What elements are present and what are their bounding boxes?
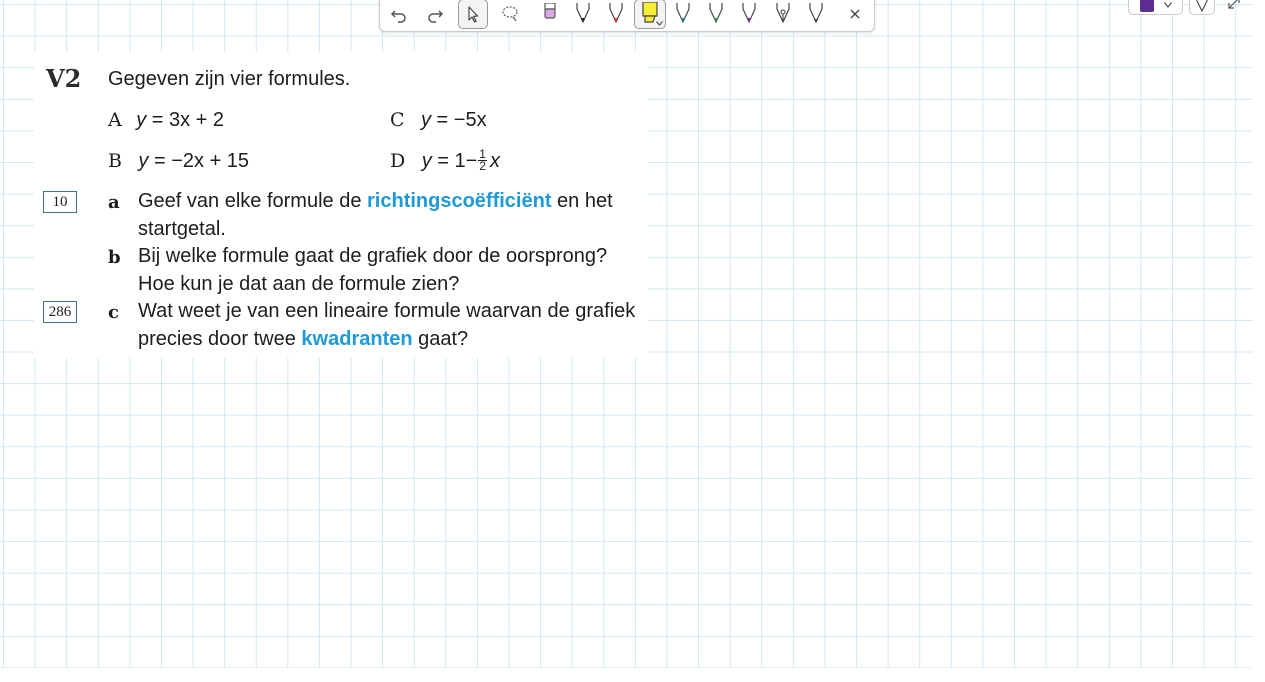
- formula-lhs: y: [421, 150, 432, 172]
- highlighter-yellow-button[interactable]: [634, 0, 666, 29]
- color-picker-dropdown[interactable]: [1128, 0, 1183, 15]
- eraser-tool-button[interactable]: [535, 0, 565, 29]
- formula-lhs: y: [138, 150, 149, 172]
- expand-button[interactable]: [1226, 0, 1242, 10]
- pen-icon: [573, 3, 593, 25]
- pen-thin-button[interactable]: [801, 0, 831, 29]
- part-c-line1: Wat weet je van een lineaire formule waarvan de grafiek: [138, 300, 636, 322]
- formula-rhs: = 3x + 2: [146, 109, 225, 131]
- close-icon: [848, 7, 862, 21]
- pen-icon: [1195, 0, 1209, 13]
- pen-icon: [706, 3, 726, 25]
- part-b-line2: Hoe kun je dat aan de formule zien?: [138, 273, 460, 295]
- exercise-intro: Gegeven zijn vier formules.: [108, 68, 351, 90]
- formula-b: [108, 150, 249, 173]
- pen-options-button[interactable]: [1189, 0, 1215, 15]
- close-toolbar-button[interactable]: [840, 0, 870, 29]
- drawing-toolbar: [379, 0, 875, 32]
- part-a-line1: [138, 190, 613, 213]
- formula-variable: x: [489, 150, 500, 172]
- undo-icon: [389, 4, 409, 24]
- pen-icon: [806, 3, 826, 25]
- lasso-icon: [500, 4, 520, 24]
- pen-black-button[interactable]: [568, 0, 598, 29]
- fountain-pen-button[interactable]: [768, 0, 798, 29]
- pen-purple-button[interactable]: [734, 0, 764, 29]
- formula-letter: B: [108, 150, 122, 172]
- canvas-edge-right: [1253, 0, 1265, 682]
- selected-color-swatch: [1140, 0, 1154, 12]
- fraction-numerator: 1: [479, 147, 486, 162]
- part-letter-c: c: [108, 302, 119, 323]
- redo-icon: [425, 4, 445, 24]
- select-tool-button[interactable]: [458, 0, 488, 29]
- pen-green-button[interactable]: [701, 0, 731, 29]
- pen-red-button[interactable]: [601, 0, 631, 29]
- formula-rhs: = 1−: [431, 150, 478, 172]
- formula-a: [108, 109, 224, 132]
- reference-box[interactable]: 10: [43, 191, 77, 213]
- pen-icon: [606, 3, 626, 25]
- formula-letter: A: [108, 109, 122, 131]
- lasso-tool-button[interactable]: [495, 0, 525, 29]
- glossary-link-kwadranten[interactable]: kwadranten: [301, 328, 413, 350]
- exercise-number: V2: [46, 64, 82, 93]
- formula-rhs: = −2x + 15: [148, 150, 250, 172]
- formula-lhs: y: [136, 109, 147, 131]
- fountain-pen-icon: [773, 3, 793, 25]
- pen-teal-button[interactable]: [668, 0, 698, 29]
- part-a-line2: startgetal.: [138, 218, 226, 240]
- formula-letter: D: [390, 150, 406, 172]
- chevron-down-icon: [1164, 2, 1172, 8]
- fraction-denominator: 2: [479, 159, 486, 174]
- glossary-link-richtingscoefficient[interactable]: richtingscoëfficiënt: [367, 190, 552, 212]
- part-c-text: gaat?: [412, 328, 469, 350]
- eraser-icon: [540, 3, 560, 25]
- expand-icon: [1227, 0, 1241, 10]
- formula-lhs: y: [421, 109, 431, 131]
- part-c-text: precies door twee: [138, 328, 302, 350]
- reference-box[interactable]: 286: [43, 301, 77, 323]
- canvas-edge-bottom: [0, 668, 1265, 682]
- formula-letter: C: [390, 109, 405, 131]
- part-letter-a: a: [108, 192, 120, 213]
- redo-button[interactable]: [420, 0, 450, 29]
- part-a-text: Geef van elke formule de: [138, 190, 368, 212]
- formula-d: [390, 147, 500, 174]
- pen-icon: [673, 3, 693, 25]
- part-a-text: en het: [551, 190, 613, 212]
- part-b-line1: Bij welke formule gaat de grafiek door de oorsprong?: [138, 245, 608, 267]
- cursor-icon: [463, 4, 483, 24]
- formula-c: [390, 109, 487, 132]
- formula-rhs: = −5x: [431, 109, 487, 131]
- chevron-down-icon: [656, 21, 663, 26]
- pen-icon: [739, 3, 759, 25]
- fraction: [478, 149, 487, 172]
- undo-button[interactable]: [384, 0, 414, 29]
- part-letter-b: b: [108, 247, 121, 268]
- part-c-line2: [138, 328, 468, 351]
